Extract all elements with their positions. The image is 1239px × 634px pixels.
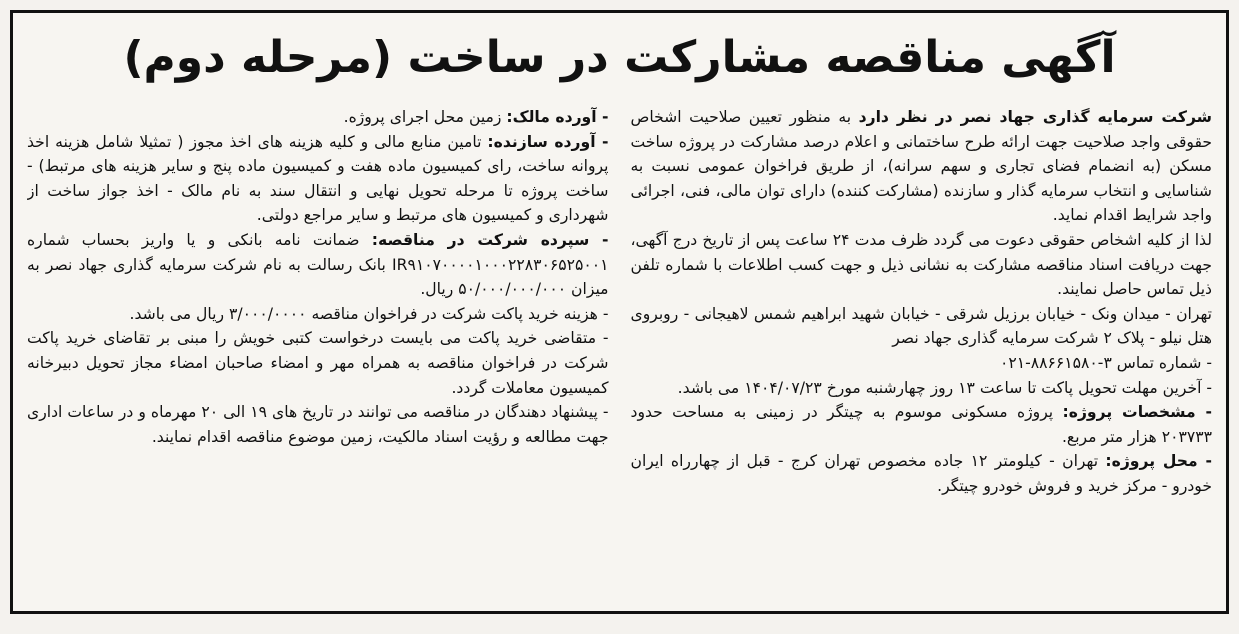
deposit-text: ضمانت نامه بانکی و یا واریز بحساب شماره IR۹۱۰۷۰۰۰۰۱۰۰۰۲۲۸۳۰۶۵۲۵۰۰۱ بانک رسالت به نام شرکت سرمایه گذاری جهاد نصر به میزان ۵۰/۰۰۰/۰۰۰/۰۰۰ ریال. — [27, 230, 609, 299]
intro-text: به منظور تعیین صلاحیت اشخاص حقوقی واجد صلاحیت جهت ارائه طرح ساختمانی و اعلام درصد مشارکت در پروژه ساخت مسکن (به انضمام فضای تجاری و سهم سرانه)، از طریق فراخوان عمومی نسبت به شناسایی و انتخاب سرمایه گذار و سازنده (مشارکت کننده) دارای توان مالی، فنی، اجرائی واجد شرایط اقدام نماید. — [630, 108, 1212, 225]
phone-line: - شماره تماس ۳-۸۸۶۶۱۵۸۰-۰۲۱ — [1000, 353, 1212, 372]
right-column — [631, 105, 1213, 603]
location-text: تهران - کیلومتر ۱۲ جاده مخصوص تهران کرج - قبل از چهارراه ایران خودرو - مرکز خرید و فروش خودرو چیتگر. — [630, 452, 1212, 495]
left-column — [27, 105, 609, 603]
deposit-paragraph — [27, 228, 609, 302]
deadline-paragraph: - آخرین مهلت تحویل پاکت تا ساعت ۱۳ روز چهارشنبه مورخ ۱۴۰۴/۰۷/۲۳ می باشد. — [677, 378, 1212, 397]
invite-paragraph: لذا از کلیه اشخاص حقوقی دعوت می گردد ظرف مدت ۲۴ ساعت پس از تاریخ درج آگهی، جهت دریافت اسناد مناقصه مشارکت به نشانی ذیل و جهت کسب اطلاعات با شماره تلفن ذیل تماس حاصل نمایند. — [630, 230, 1212, 299]
address-paragraph: تهران - میدان ونک - خیابان برزیل شرقی - خیابان شهید ابراهیم شمس لاهیجانی - روبروی هتل نیلو - پلاک ۲ شرکت سرمایه گذاری جهاد نصر — [630, 304, 1212, 348]
specs-text: پروژه مسکونی موسوم به چیتگر در زمینی به مساحت حدود ۲۰۳۷۳۳ هزار متر مربع. — [630, 403, 1212, 446]
specs-label: - مشخصات پروژه: — [1062, 403, 1212, 422]
notice-title: آگهی مناقصه مشارکت در ساخت (مرحله دوم) — [123, 32, 1116, 83]
builder-label: - آورده سازنده: — [487, 132, 609, 151]
intro-paragraph — [631, 105, 1213, 228]
specs-paragraph — [631, 400, 1213, 449]
builder-text: تامین منابع مالی و کلیه هزینه های اخذ مجوز ( تمثیلا شامل هزینه اخذ پروانه ساخت، رای کمیسیون ماده هفت و کمیسیون ماده پنج و سایر هزینه های مرتبط) - ساخت پروژه تا مرحله تحویل نهایی و انتقال سند به نام مالک - اخذ جواز ساخت از شهرداری و کمیسیون های مرتبط و سایر مراجع دولتی. — [27, 132, 609, 225]
owner-text: زمین محل اجرای پروژه. — [343, 108, 507, 126]
builder-paragraph — [27, 130, 609, 228]
company-name: شرکت سرمایه گذاری جهاد نصر در نظر دارد — [858, 108, 1212, 126]
owner-paragraph — [27, 105, 609, 130]
tender-notice — [10, 10, 1229, 614]
location-label: - محل پروژه: — [1105, 452, 1212, 471]
owner-label: - آورده مالک: — [506, 108, 609, 126]
notice-body — [27, 105, 1212, 603]
fee-paragraph: - هزینه خرید پاکت شرکت در فراخوان مناقصه ۳/۰۰۰/۰۰۰۰ ریال می باشد. — [129, 304, 609, 323]
applicant-paragraph: - متقاضی خرید پاکت می بایست درخواست کتبی خویش را مبنی بر تقاضای خرید پاکت شرکت در فراخوان مناقصه به همراه مهر و امضاء صاحبان امضاء مجاز تحویل دبیرخانه کمیسیون معاملات گردد. — [27, 329, 609, 397]
deposit-label: - سپرده شرکت در مناقصه: — [371, 230, 609, 249]
visit-paragraph: - پیشنهاد دهندگان در مناقصه می توانند در تاریخ های ۱۹ الی ۲۰ مهرماه و در ساعات اداری جهت مطالعه و رؤیت اسناد مالکیت، زمین موضوع مناقصه اقدام نمایند. — [27, 403, 609, 446]
location-paragraph — [631, 449, 1213, 498]
